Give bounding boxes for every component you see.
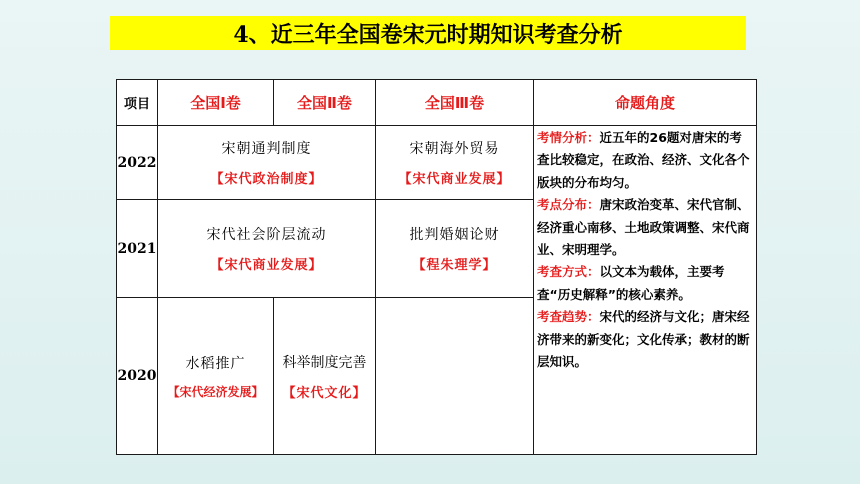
header-proposition-angle: 命题角度 — [534, 80, 757, 126]
analysis-text: 宋代的经济与文化；唐宋经济带来的新变化；文化传承；教材的断层知识。 — [537, 309, 750, 370]
paper-3-cell — [376, 200, 534, 298]
knowledge-tag: 【程朱理学】 — [412, 258, 497, 273]
header-paper-2: 全国Ⅱ卷 — [274, 80, 376, 126]
analysis-paragraph — [537, 127, 753, 194]
analysis-cell — [534, 126, 757, 455]
row-2022 — [117, 126, 757, 200]
year-cell: 2021 — [117, 200, 158, 298]
year-cell: 2020 — [117, 298, 158, 455]
question-topic: 宋代社会阶层流动 — [206, 227, 327, 243]
paper-3-empty-cell — [376, 298, 534, 455]
question-topic: 宋朝海外贸易 — [409, 141, 500, 157]
header-row — [117, 80, 757, 126]
header-item: 项目 — [117, 80, 158, 126]
paper-1-cell — [158, 298, 274, 455]
question-topic: 科举制度完善 — [282, 354, 367, 371]
paper-1-2-cell — [158, 126, 376, 200]
analysis-label: 考点分布： — [537, 197, 600, 213]
analysis-label: 考查趋势： — [537, 309, 600, 325]
knowledge-tag: 【宋代政治制度】 — [210, 172, 323, 187]
analysis-label: 考情分析： — [537, 130, 600, 145]
question-topic: 水稻推广 — [185, 355, 246, 372]
question-topic: 宋朝通判制度 — [221, 141, 312, 157]
title-banner — [110, 16, 746, 50]
analysis-paragraph — [537, 194, 753, 261]
page-title: 4、近三年全国卷宋元时期知识考查分析 — [233, 21, 623, 48]
analysis-table — [116, 79, 757, 455]
analysis-text: 近五年的26题对唐宋的考查比较稳定，在政治、经济、文化各个版块的分布均匀。 — [537, 130, 750, 190]
analysis-paragraph — [537, 261, 753, 306]
analysis-text: 以文本为载体，主要考查“历史解释”的核心素养。 — [537, 264, 725, 302]
knowledge-tag: 【宋代商业发展】 — [398, 172, 511, 187]
paper-1-2-cell — [158, 200, 376, 298]
header-paper-1: 全国Ⅰ卷 — [158, 80, 274, 126]
knowledge-tag: 【宋代文化】 — [282, 385, 367, 401]
year-cell: 2022 — [117, 126, 158, 200]
question-topic: 批判婚姻论财 — [409, 227, 500, 243]
paper-3-cell — [376, 126, 534, 200]
header-paper-3: 全国Ⅲ卷 — [376, 80, 534, 126]
knowledge-tag: 【宋代商业发展】 — [210, 258, 323, 273]
analysis-label: 考查方式： — [537, 264, 600, 280]
analysis-text: 唐宋政治变革、宋代官制、经济重心南移、土地政策调整、宋代商业、宋明理学。 — [537, 197, 750, 258]
paper-2-cell — [274, 298, 376, 455]
knowledge-tag: 【宋代经济发展】 — [167, 384, 264, 399]
analysis-paragraph — [537, 306, 753, 373]
